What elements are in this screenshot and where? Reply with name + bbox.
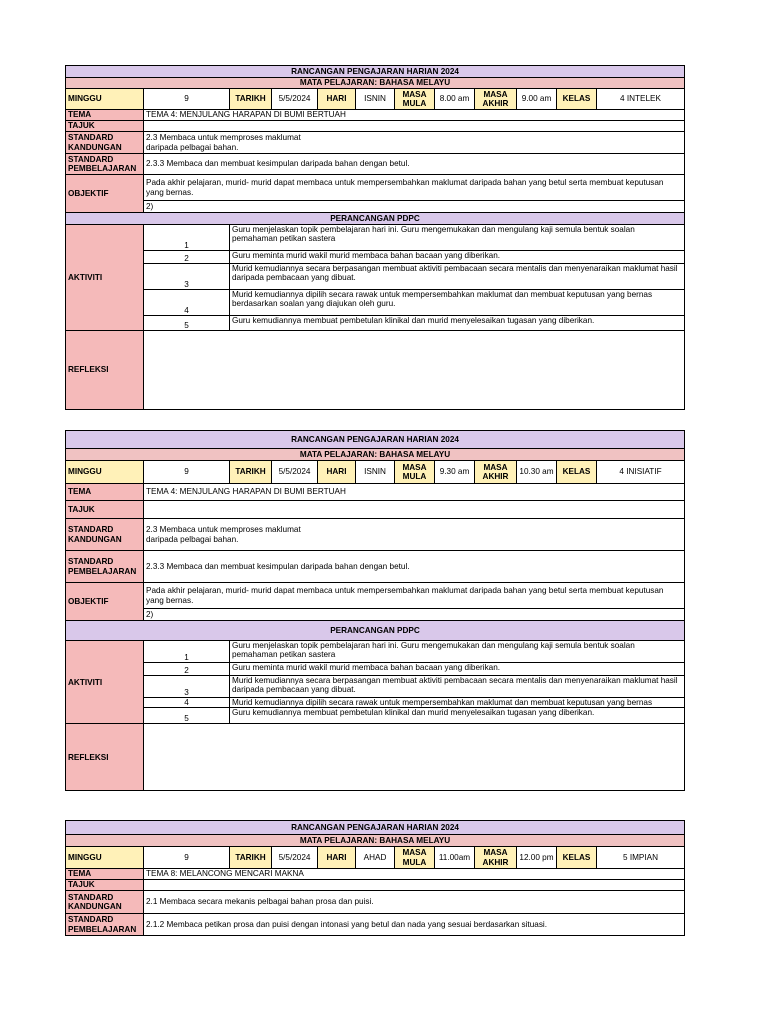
objektif-value: Pada akhir pelajaran, murid- murid dapat membaca untuk mempersembahkan maklumat daripada bahan yang betul serta membuat keputusan yang bernas.: [144, 583, 685, 609]
kelas-value: 4 INISIATIF: [597, 461, 685, 484]
minggu-label: MINGGU: [66, 461, 144, 484]
tajuk-label: TAJUK: [66, 880, 144, 891]
aktiviti-number: 1: [144, 225, 230, 251]
kelas-label: KELAS: [557, 847, 597, 869]
tema-value: TEMA 4: MENJULANG HARAPAN DI BUMI BERTUAH: [144, 484, 685, 501]
objektif-2-value: 2): [144, 609, 685, 621]
objektif-label: OBJEKTIF: [66, 175, 144, 213]
hari-value: ISNIN: [356, 89, 395, 110]
aktiviti-text: Murid kemudiannya secara berpasangan membuat aktiviti pembacaan secara mentalis dan menyenaraikan maklumat hasil daripada pembacaan yang dibuat.: [230, 676, 685, 698]
perancangan-header: PERANCANGAN PDPC: [66, 621, 685, 641]
kelas-value: 4 INTELEK: [597, 89, 685, 110]
tema-label: TEMA: [66, 110, 144, 121]
subject-title: MATA PELAJARAN: BAHASA MELAYU: [66, 449, 685, 461]
tarikh-label: TARIKH: [230, 461, 272, 484]
masa-akhir-value: 10.30 am: [517, 461, 557, 484]
standard-kandungan-value: 2.3 Membaca untuk memproses maklumat daripada pelbagai bahan.: [144, 519, 685, 551]
aktiviti-text: Guru menjelaskan topik pembelajaran hari ini. Guru mengemukakan dan mengulang kaji semula bentuk soalan pemahaman petikan sastera: [230, 641, 685, 663]
perancangan-header: PERANCANGAN PDPC: [66, 213, 685, 225]
aktiviti-text: Guru meminta murid wakil murid membaca bahan bacaan yang diberikan.: [230, 663, 685, 676]
aktiviti-text: Guru menjelaskan topik pembelajaran hari ini. Guru mengemukakan dan mengulang kaji semula bentuk soalan pemahaman petikan sastera: [230, 225, 685, 251]
aktiviti-number: 3: [144, 676, 230, 698]
standard-pembelajaran-label: STANDARD PEMBELAJARAN: [66, 551, 144, 583]
subject-title: MATA PELAJARAN: BAHASA MELAYU: [66, 835, 685, 847]
refleksi-value: [144, 724, 685, 791]
objektif-2-value: 2): [144, 201, 685, 213]
tema-value: TEMA 4: MENJULANG HARAPAN DI BUMI BERTUAH: [144, 110, 685, 121]
standard-pembelajaran-label: STANDARD PEMBELAJARAN: [66, 154, 144, 175]
masa-mula-value: 8.00 am: [435, 89, 475, 110]
hari-label: HARI: [318, 89, 356, 110]
standard-kandungan-value: 2.3 Membaca untuk memproses maklumat daripada pelbagai bahan.: [144, 132, 685, 154]
tarikh-value: 5/5/2024: [272, 847, 318, 869]
aktiviti-text: Guru meminta murid wakil murid membaca bahan bacaan yang diberikan.: [230, 251, 685, 264]
standard-pembelajaran-value: 2.3.3 Membaca dan membuat kesimpulan daripada bahan dengan betul.: [144, 154, 685, 175]
tema-label: TEMA: [66, 484, 144, 501]
tajuk-label: TAJUK: [66, 121, 144, 132]
refleksi-label: REFLEKSI: [66, 331, 144, 410]
tema-label: TEMA: [66, 869, 144, 880]
masa-akhir-value: 12.00 pm: [517, 847, 557, 869]
standard-kandungan-label: STANDARD KANDUNGAN: [66, 891, 144, 914]
minggu-label: MINGGU: [66, 89, 144, 110]
subject-title: MATA PELAJARAN: BAHASA MELAYU: [66, 78, 685, 89]
masa-mula-value: 11.00am: [435, 847, 475, 869]
aktiviti-text: Murid kemudiannya secara berpasangan membuat aktiviti pembacaan secara mentalis dan menyenaraikan maklumat hasil daripada pembacaan yang dibuat.: [230, 264, 685, 290]
tajuk-value: [144, 880, 685, 891]
standard-kandungan-label: STANDARD KANDUNGAN: [66, 519, 144, 551]
standard-kandungan-label: STANDARD KANDUNGAN: [66, 132, 144, 154]
masa-mula-label: MASA MULA: [395, 847, 435, 869]
kelas-label: KELAS: [557, 461, 597, 484]
standard-pembelajaran-value: 2.1.2 Membaca petikan prosa dan puisi dengan intonasi yang betul dan nada yang sesuai berdasarkan situasi.: [144, 914, 685, 936]
aktiviti-text: Guru kemudiannya membuat pembetulan klinikal dan murid menyelesaikan tugasan yang diberikan.: [230, 316, 685, 331]
aktiviti-number: 1: [144, 641, 230, 663]
aktiviti-text: Murid kemudiannya dipilih secara rawak untuk mempersembahkan maklumat dan membuat keputusan yang bernas berdasarkan soalan yang diajukan oleh guru.: [230, 290, 685, 316]
aktiviti-number: 5: [144, 316, 230, 331]
tajuk-label: TAJUK: [66, 501, 144, 519]
aktiviti-text: Murid kemudiannya dipilih secara rawak untuk mempersembahkan maklumat dan membuat keputusan yang bernas: [230, 698, 685, 708]
kelas-value: 5 IMPIAN: [597, 847, 685, 869]
aktiviti-number: 2: [144, 663, 230, 676]
standard-kandungan-value: 2.1 Membaca secara mekanis pelbagai bahan prosa dan puisi.: [144, 891, 685, 914]
objektif-label: OBJEKTIF: [66, 583, 144, 621]
kelas-label: KELAS: [557, 89, 597, 110]
standard-pembelajaran-label: STANDARD PEMBELAJARAN: [66, 914, 144, 936]
minggu-value: 9: [144, 847, 230, 869]
hari-label: HARI: [318, 461, 356, 484]
masa-akhir-label: MASA AKHIR: [475, 847, 517, 869]
hari-value: ISNIN: [356, 461, 395, 484]
refleksi-label: REFLEKSI: [66, 724, 144, 791]
hari-label: HARI: [318, 847, 356, 869]
plan-title: RANCANGAN PENGAJARAN HARIAN 2024: [66, 821, 685, 835]
lesson-plan-1: [65, 65, 685, 410]
aktiviti-label: AKTIVITI: [66, 225, 144, 331]
aktiviti-number: 5: [144, 708, 230, 724]
objektif-value: Pada akhir pelajaran, murid- murid dapat membaca untuk mempersembahkan maklumat daripada bahan yang betul serta membuat keputusan yang bernas.: [144, 175, 685, 201]
aktiviti-number: 4: [144, 290, 230, 316]
masa-mula-label: MASA MULA: [395, 461, 435, 484]
aktiviti-label: AKTIVITI: [66, 641, 144, 724]
aktiviti-text: Guru kemudiannya membuat pembetulan klinikal dan murid menyelesaikan tugasan yang diberikan.: [230, 708, 685, 724]
lesson-plan-2: [65, 430, 685, 791]
tajuk-value: [144, 501, 685, 519]
tarikh-label: TARIKH: [230, 847, 272, 869]
hari-value: AHAD: [356, 847, 395, 869]
tarikh-label: TARIKH: [230, 89, 272, 110]
masa-mula-label: MASA MULA: [395, 89, 435, 110]
aktiviti-number: 4: [144, 698, 230, 708]
lesson-plan-3: [65, 820, 685, 936]
tema-value: TEMA 8: MELANCONG MENCARI MAKNA: [144, 869, 685, 880]
minggu-value: 9: [144, 89, 230, 110]
aktiviti-number: 3: [144, 264, 230, 290]
masa-akhir-label: MASA AKHIR: [475, 461, 517, 484]
masa-akhir-label: MASA AKHIR: [475, 89, 517, 110]
tarikh-value: 5/5/2024: [272, 461, 318, 484]
masa-akhir-value: 9.00 am: [517, 89, 557, 110]
plan-title: RANCANGAN PENGAJARAN HARIAN 2024: [66, 431, 685, 449]
tarikh-value: 5/5/2024: [272, 89, 318, 110]
minggu-value: 9: [144, 461, 230, 484]
plan-title: RANCANGAN PENGAJARAN HARIAN 2024: [66, 66, 685, 78]
aktiviti-number: 2: [144, 251, 230, 264]
tajuk-value: [144, 121, 685, 132]
minggu-label: MINGGU: [66, 847, 144, 869]
masa-mula-value: 9.30 am: [435, 461, 475, 484]
refleksi-value: [144, 331, 685, 410]
standard-pembelajaran-value: 2.3.3 Membaca dan membuat kesimpulan daripada bahan dengan betul.: [144, 551, 685, 583]
